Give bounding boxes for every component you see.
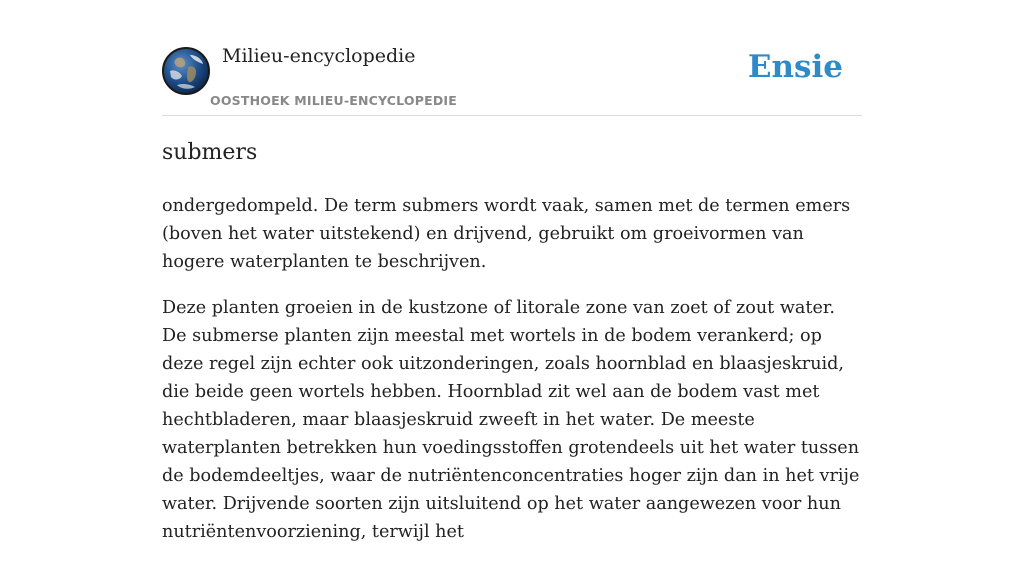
site-subtitle[interactable]: OOSTHOEK MILIEU-ENCYCLOPEDIE bbox=[210, 93, 457, 108]
article-title: submers bbox=[162, 140, 258, 165]
site-title[interactable]: Milieu-encyclopedie bbox=[222, 45, 416, 67]
site-header bbox=[162, 0, 862, 116]
article-paragraph: Deze planten groeien in de kustzone of litorale zone van zoet of zout water. De submerse planten zijn meestal met wortels in de bodem verankerd; op deze regel zijn echter ook uitzonderingen, zoals hoornblad en blaasjeskruid, die beide geen wortels hebben. Hoornblad zit wel aan de bodem vast met hechtbladeren, maar blaasjeskruid zweeft in het water. De meeste waterplanten betrekken hun voedingsstoffen grotendeels uit het water tussen de bodemdeeltjes, waar de nutriëntenconcentraties hoger zijn dan in het vrije water. Drijvende soorten zijn uitsluitend op het water aangewezen voor hun nutriëntenvoorziening, terwijl het bbox=[162, 298, 860, 542]
article-paragraph: ondergedompeld. De term submers wordt vaak, samen met de termen emers (boven het water uitstekend) en drijvend, gebruikt om groeivormen van hogere waterplanten te beschrijven. bbox=[162, 196, 851, 272]
earth-globe-icon[interactable] bbox=[162, 47, 210, 95]
brand-logo[interactable]: Ensie bbox=[747, 49, 843, 85]
article-body bbox=[162, 192, 862, 564]
